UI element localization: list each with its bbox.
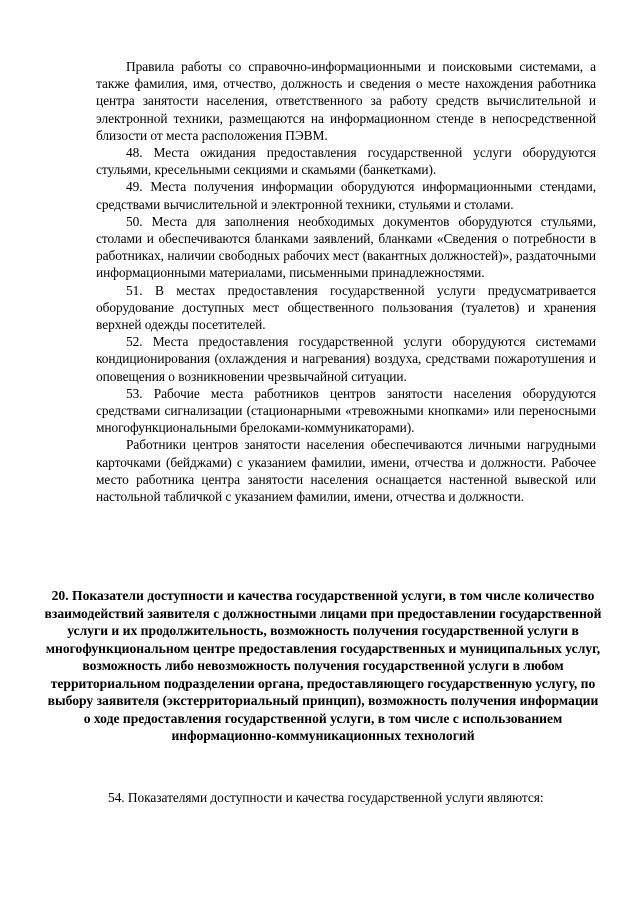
- paragraph-53: 53. Рабочие места работников центров занятости населения оборудуются средствами сигнализации (стационарными «тревожными кнопками» или переносными многофункциональными брелоками-коммуникаторами).: [96, 385, 596, 436]
- paragraph-51: 51. В местах предоставления государственной услуги предусматривается оборудование доступных мест общественного пользования (туалетов) и хранения верхней одежды посетителей.: [96, 282, 596, 333]
- section-title: Показатели доступности и качества государственной услуги, в том числе количество взаимодействий заявителя с должностными лицами при предоставлении государственной услуги и их продолжительность, возможность получения государственной услуги в многофункциональном центре предоставления государственных и муниципальных услуг, возможность либо невозможность получения государственной услуги в любом территориальном подразделении органа, предоставляющего государственную услугу, по выбору заявителя (экстерриториальный принцип), возможность получения информации о ходе предоставления государственной услуги, в том числе с использованием информационно-коммуникационных технологий: [44, 588, 602, 743]
- paragraph-52: 52. Места предоставления государственной услуги оборудуются системами кондиционирования (охлаждения и нагревания) воздуха, средствами пожаротушения и оповещения о возникновении чрезвычайной ситуации.: [96, 334, 596, 384]
- document-body-continued: [96, 789, 596, 806]
- document-body: [96, 58, 596, 505]
- section-heading: [44, 587, 602, 745]
- section-number: 20.: [51, 588, 69, 603]
- paragraph-50: 50. Места для заполнения необходимых документов оборудуются стульями, столами и обеспечиваются бланками заявлений, бланками «Сведения о потребности в работниках, наличии свободных рабочих мест (вакантных должностей)», раздаточными информационными материалами, письменными принадлежностями.: [96, 213, 596, 281]
- paragraph-54: 54. Показателями доступности и качества государственной услуги являются:: [108, 790, 544, 805]
- paragraph-49: 49. Места получения информации оборудуются информационными стендами, средствами вычислительной и электронной техники, стульями и столами.: [96, 179, 596, 212]
- paragraph-pevm-rules: Правила работы со справочно-информационными и поисковыми системами, а также фамилия, имя, отчество, должность и сведения о месте нахождения работника центра занятости населения, ответственного за работу средств вычислительной и электронной техники, размещаются на информационном стенде в непосредственной близости от места расположения ПЭВМ.: [96, 59, 596, 143]
- paragraph-48: 48. Места ожидания предоставления государственной услуги оборудуются стульями, кресельными секциями и скамьями (банкетками).: [96, 145, 596, 178]
- paragraph-badges: Работники центров занятости населения обеспечиваются личными нагрудными карточками (бейджами) с указанием фамилии, имени, отчества и должности. Рабочее место работника центра занятости населения оснащается настенной вывеской или настольной табличкой с указанием фамилии, имени, отчества и должности.: [96, 437, 596, 505]
